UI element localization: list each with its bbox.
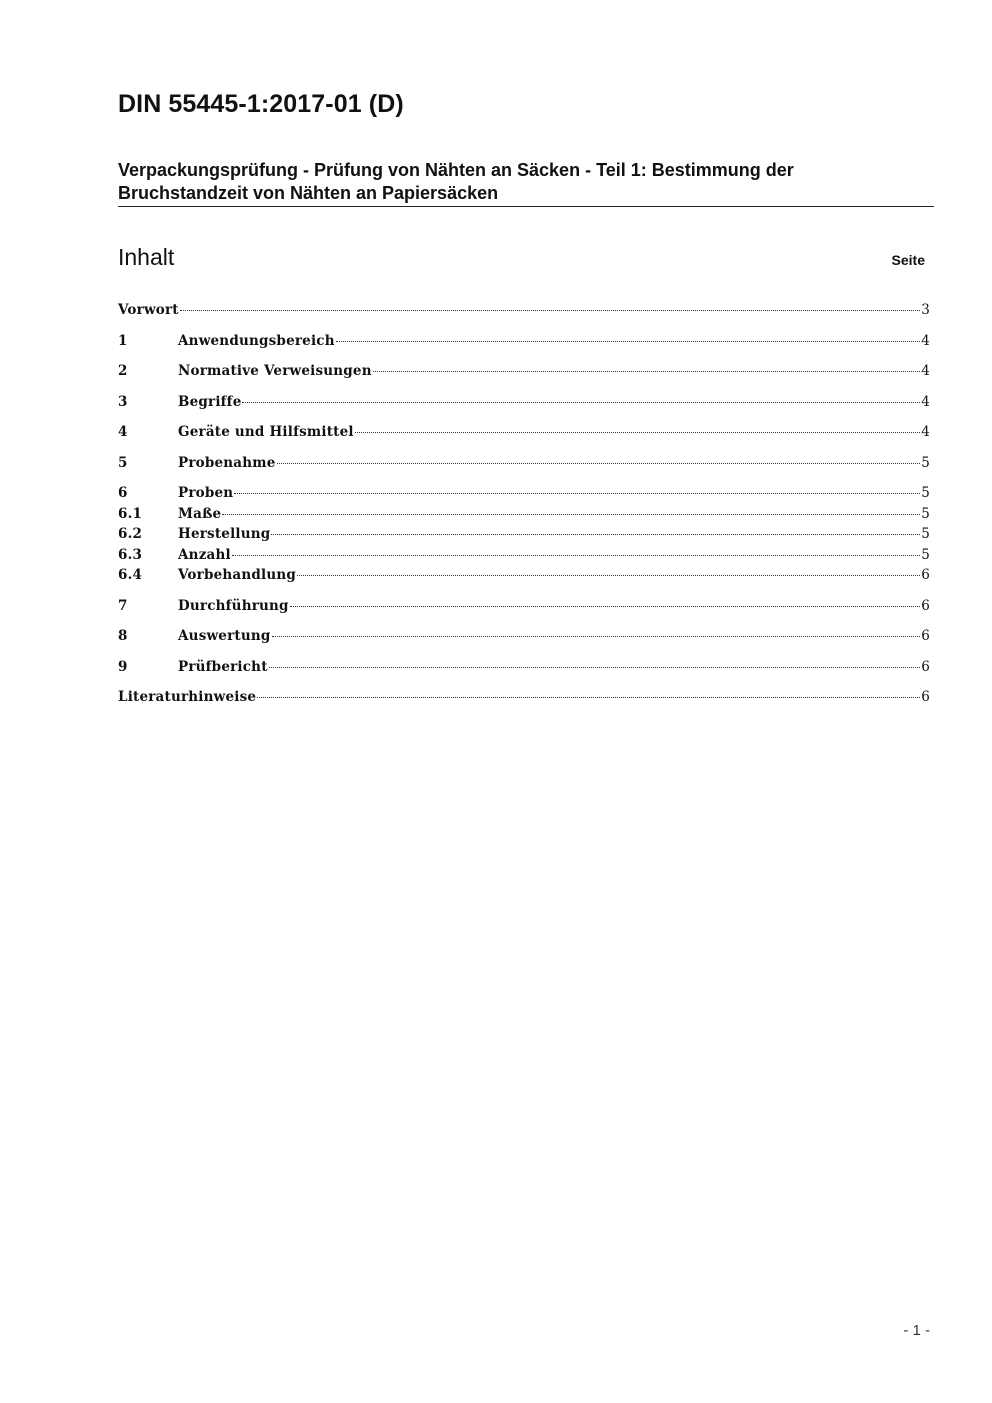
toc-dot-leader	[242, 402, 920, 403]
toc-entry-page: 5	[921, 485, 930, 501]
toc-entry[interactable]	[118, 628, 930, 649]
toc-dot-leader	[180, 310, 920, 311]
toc-entry[interactable]	[118, 333, 930, 354]
toc-entry-title: Begriffe	[178, 393, 242, 410]
toc-entry-number: 1	[118, 332, 128, 349]
document-id: DIN 55445-1:2017-01 (D)	[118, 90, 404, 118]
toc-entry-title: Prüfbericht	[178, 658, 268, 675]
toc-entry[interactable]	[118, 485, 930, 506]
toc-entry[interactable]	[118, 526, 930, 547]
title-divider	[118, 206, 934, 207]
document-title-line-2: Bruchstandzeit von Nähten an Papiersäcken	[118, 183, 499, 203]
toc-heading: Inhalt	[118, 244, 175, 270]
toc-entry-number: 4	[118, 424, 128, 440]
page-number: - 1 -	[903, 1322, 930, 1339]
toc-entry-page: 5	[921, 505, 930, 522]
toc-entry-title: Anzahl	[178, 546, 231, 563]
toc-entry-number: 8	[118, 628, 128, 644]
toc-entry-number: 3	[118, 393, 128, 410]
document-title-line-1: Verpackungsprüfung - Prüfung von Nähten an Säcken - Teil 1: Bestimmung der	[118, 160, 794, 180]
toc-entry-page: 5	[921, 454, 930, 471]
toc-entry-title: Vorbehandlung	[178, 567, 296, 583]
toc-dot-leader	[297, 575, 920, 576]
toc-entry-title: Literaturhinweise	[118, 689, 257, 705]
table-of-contents	[118, 302, 930, 710]
toc-entry-title: Normative Verweisungen	[178, 363, 372, 379]
toc-dot-leader	[271, 534, 920, 535]
toc-entry-title: Herstellung	[178, 526, 271, 542]
toc-entry-page: 4	[921, 393, 930, 410]
toc-entry[interactable]	[118, 394, 930, 415]
toc-dot-leader	[257, 697, 920, 698]
toc-entry-page: 5	[921, 526, 930, 542]
toc-dot-leader	[373, 371, 920, 372]
toc-entry-title: Geräte und Hilfsmittel	[178, 424, 354, 440]
toc-entry-number: 6.3	[118, 546, 143, 563]
toc-entry-title: Proben	[178, 485, 234, 501]
toc-entry-number: 5	[118, 454, 128, 471]
toc-entry-title: Auswertung	[178, 628, 271, 644]
toc-entry-title: Anwendungsbereich	[178, 332, 335, 349]
toc-entry-title: Probenahme	[178, 454, 276, 471]
toc-entry-page: 6	[921, 628, 930, 644]
toc-entry-number: 6.4	[118, 567, 143, 583]
toc-entry[interactable]	[118, 424, 930, 445]
toc-entry[interactable]	[118, 689, 930, 710]
toc-dot-leader	[222, 514, 920, 515]
toc-entry[interactable]	[118, 302, 930, 323]
toc-dot-leader	[355, 432, 921, 433]
toc-entry-title: Vorwort	[118, 302, 179, 318]
toc-entry[interactable]	[118, 598, 930, 619]
toc-entry[interactable]	[118, 567, 930, 588]
toc-entry[interactable]	[118, 506, 930, 527]
toc-entry[interactable]	[118, 547, 930, 568]
toc-entry-number: 7	[118, 597, 128, 614]
toc-dot-leader	[234, 493, 920, 494]
toc-entry-page: 5	[921, 546, 930, 563]
toc-entry[interactable]	[118, 659, 930, 680]
toc-entry-page: 4	[921, 363, 930, 379]
toc-entry-title: Durchführung	[178, 597, 289, 614]
toc-dot-leader	[290, 606, 921, 607]
toc-dot-leader	[269, 667, 921, 668]
toc-entry[interactable]	[118, 455, 930, 476]
toc-entry-number: 9	[118, 658, 128, 675]
toc-dot-leader	[277, 463, 921, 464]
toc-entry-page: 3	[921, 302, 930, 318]
toc-entry-number: 2	[118, 363, 128, 379]
toc-entry-page: 4	[921, 424, 930, 440]
toc-entry-number: 6	[118, 485, 128, 501]
toc-entry-page: 4	[921, 332, 930, 349]
toc-entry-number: 6.1	[118, 505, 143, 522]
toc-entry-number: 6.2	[118, 526, 143, 542]
toc-entry-page: 6	[921, 658, 930, 675]
toc-entry-title: Maße	[178, 505, 222, 522]
document-title	[118, 159, 918, 205]
toc-entry-page: 6	[921, 689, 930, 705]
toc-page-column-label: Seite	[891, 252, 925, 268]
toc-entry-page: 6	[921, 567, 930, 583]
toc-entry-page: 6	[921, 597, 930, 614]
toc-dot-leader	[232, 555, 920, 556]
toc-dot-leader	[272, 636, 921, 637]
toc-dot-leader	[336, 341, 920, 342]
toc-entry[interactable]	[118, 363, 930, 384]
